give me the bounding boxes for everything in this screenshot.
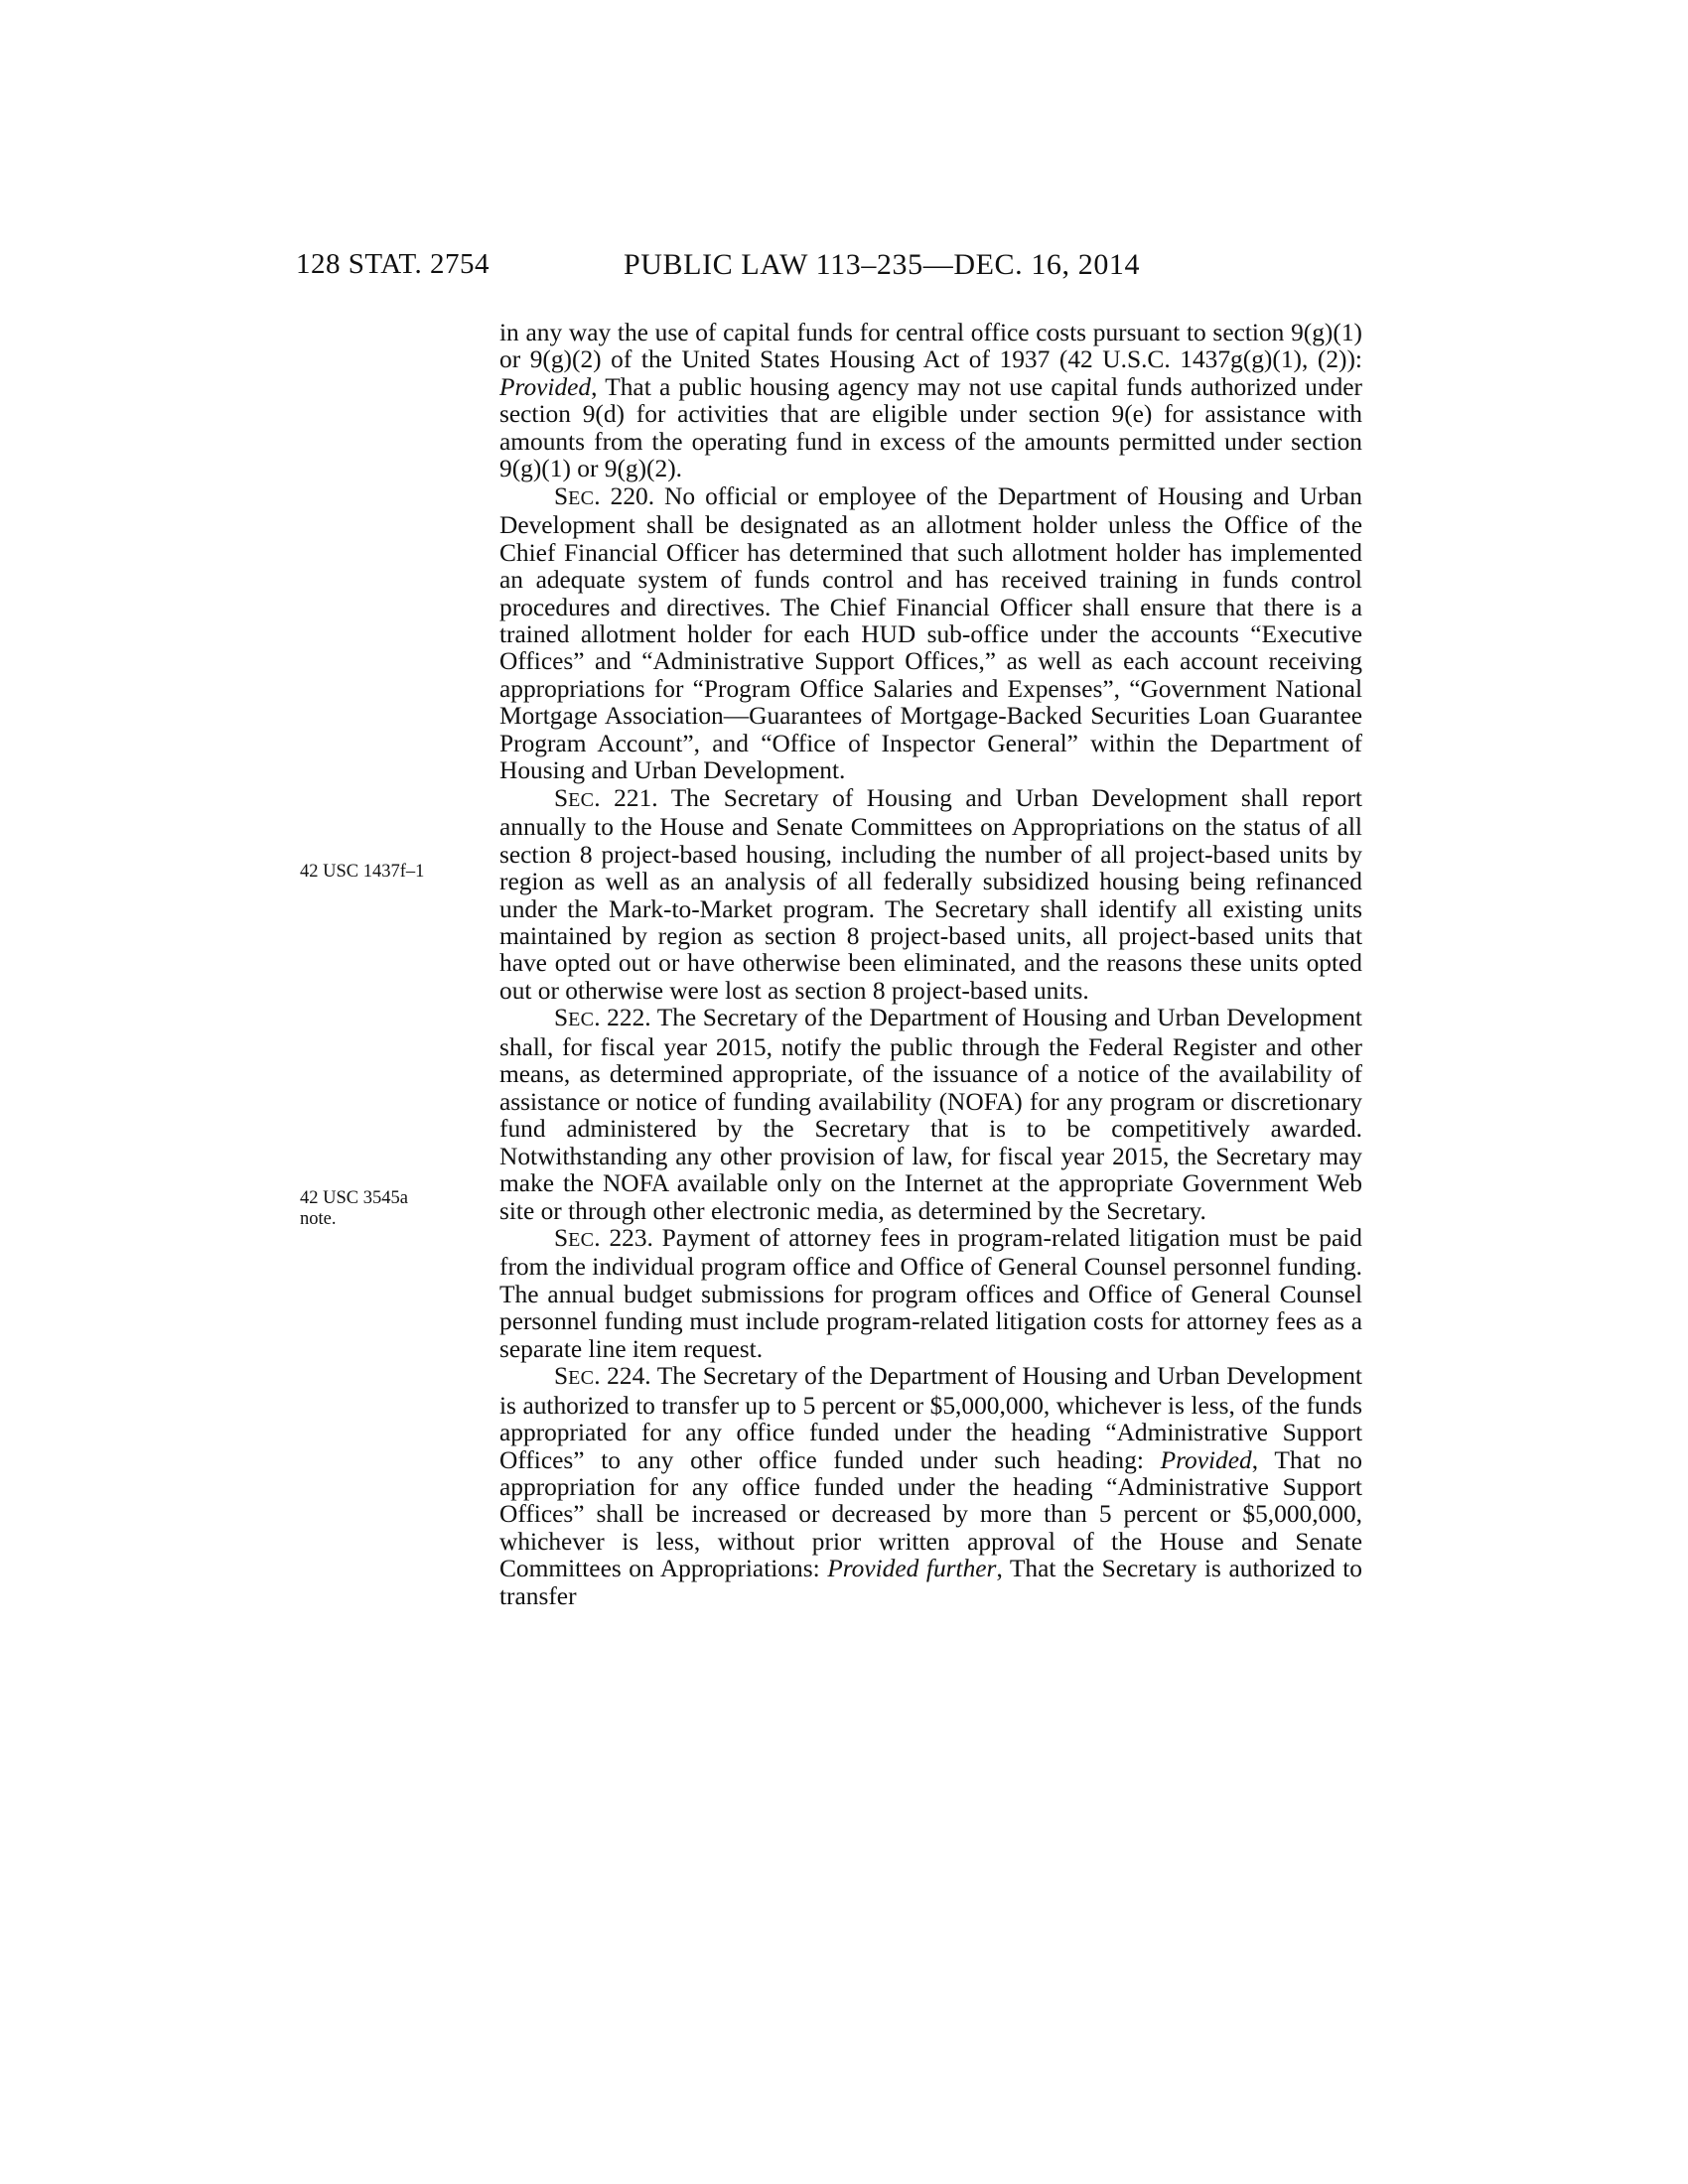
- section-label: S: [554, 1004, 569, 1032]
- public-law-title: PUBLIC LAW 113–235—DEC. 16, 2014: [624, 248, 1141, 281]
- text-run: . 224. The Secretary of the Department of Housing and Urban Development is authorized to transfer up to 5 percent or $5,000,000, whichever is less, of the funds appropriated for any office funded under the heading “Administrative Support Offices” to any other office funded under such heading:: [499, 1362, 1362, 1474]
- margin-note-usc-3545a: 42 USC 3545a note.: [300, 1188, 408, 1229]
- section-222: [499, 1005, 1362, 1225]
- section-label-smallcaps: EC: [568, 1367, 595, 1390]
- section-label-smallcaps: EC: [568, 788, 595, 811]
- section-220: [499, 483, 1362, 785]
- section-text: . 221. The Secretary of Housing and Urban Development shall report annually to the House and Senate Committees on Appropriations on the status of all section 8 project-based housing, including the number of all project-based units by region as well as an analysis of all federally subsidized housing being refinanced under the Mark-to-Market program. The Secretary shall identify all existing units maintained by region as section 8 project-based units, all project-based units that have opted out or have otherwise been eliminated, and the reasons these units opted out or otherwise were lost as section 8 project-based units.: [499, 783, 1362, 1005]
- statute-page-reference: 128 STAT. 2754: [296, 248, 491, 280]
- section-label: S: [554, 481, 569, 510]
- section-label: S: [554, 1362, 569, 1391]
- section-label-smallcaps: EC: [568, 1228, 595, 1251]
- section-label: S: [554, 1223, 569, 1252]
- paragraph-continuation: [499, 320, 1362, 483]
- margin-note-usc-1437f: 42 USC 1437f–1: [300, 862, 425, 882]
- section-label: S: [554, 783, 569, 812]
- section-223: [499, 1225, 1362, 1363]
- page-header: [0, 248, 1688, 288]
- section-text: . 220. No official or employee of the Department of Housing and Urban Development shall be designated as an allotment holder unless the Office of the Chief Financial Officer has determined that such allotment holder has implemented an adequate system of funds control and has received training in funds control procedures and directives. The Chief Financial Officer shall ensure that there is a trained allotment holder for each HUD sub-office under the accounts “Executive Offices” and “Administrative Support Offices,” as well as each account receiving appropriations for “Program Office Salaries and Expenses”, “Government National Mortgage Association—Guarantees of Mortgage-Backed Securities Loan Guarantee Program Account”, and “Office of Inspector General” within the Department of Housing and Urban Development.: [499, 481, 1362, 785]
- text-run: in any way the use of capital funds for central office costs pursuant to section 9(g)(1) or 9(g)(2) of the United States Housing Act of 1937 (42 U.S.C. 1437g(g)(1), (2)):: [499, 319, 1362, 374]
- document-body: [499, 320, 1362, 1610]
- section-text: . 222. The Secretary of the Department of Housing and Urban Development shall, for fiscal year 2015, notify the public through the Federal Register and other means, as determined appropriate, of the issuance of a notice of the availability of assistance or notice of funding availability (NOFA) for any program or discretionary fund administered by the Secretary that is to be competitively awarded. Notwithstanding any other provision of law, for fiscal year 2015, the Secretary may make the NOFA available only on the Internet at the appropriate Government Web site or through other electronic media, as determined by the Secretary.: [499, 1004, 1362, 1225]
- section-221: [499, 785, 1362, 1006]
- text-run: , That no appropriation for any office funded under the heading “Administrative Support Offices” shall be increased or decreased by more than 5 percent or $5,000,000, whichever is less, without prior written approval of the House and Senate Committees on Appropriations:: [499, 1445, 1362, 1583]
- section-label-smallcaps: EC: [568, 1009, 595, 1031]
- italic-proviso-further: Provided further: [827, 1555, 997, 1583]
- italic-proviso: Provided: [1160, 1445, 1252, 1474]
- text-run: , That a public housing agency may not use capital funds authorized under section 9(d) for activities that are eligible under section 9(e) for assistance with amounts from the operating fund in excess of the amounts permitted under section 9(g)(1) or 9(g)(2).: [499, 372, 1362, 483]
- text-run: , That the Secretary is authorized to transfer: [499, 1555, 1362, 1610]
- section-text: . 223. Payment of attorney fees in program-related litigation must be paid from the individual program office and Office of General Counsel personnel funding. The annual budget submissions for program offices and Office of General Counsel personnel funding must include program-related litigation costs for attorney fees as a separate line item request.: [499, 1223, 1362, 1363]
- section-label-smallcaps: EC: [568, 486, 595, 509]
- italic-proviso: Provided: [499, 372, 592, 401]
- section-224: [499, 1363, 1362, 1610]
